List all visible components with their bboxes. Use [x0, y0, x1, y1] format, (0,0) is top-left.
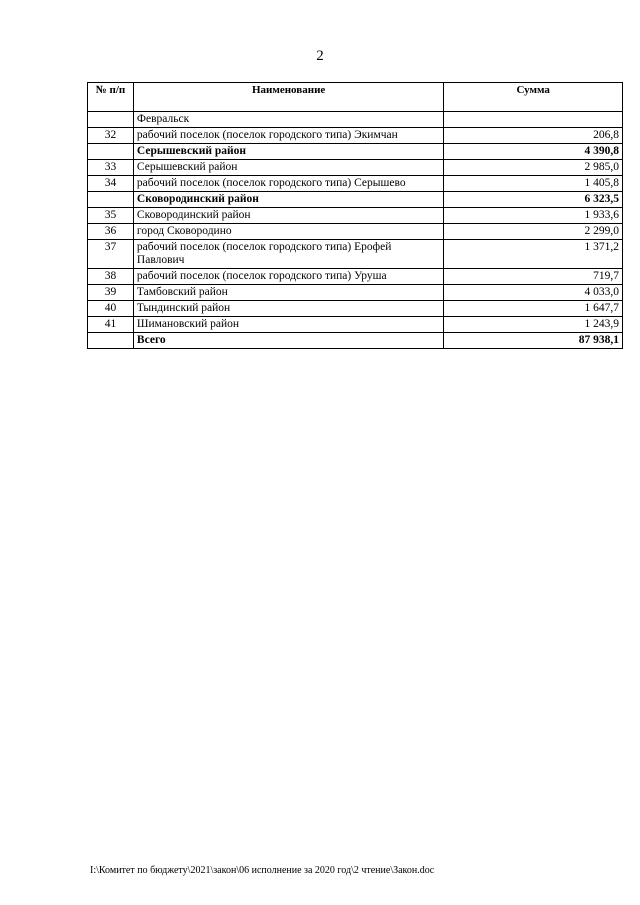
- page-number: 2: [316, 48, 324, 64]
- table-row: [88, 301, 623, 317]
- row-sum-cell: 6 323,5: [444, 192, 623, 208]
- table-row: [88, 160, 623, 176]
- row-sum-cell: 719,7: [444, 269, 623, 285]
- row-number-cell: 37: [88, 240, 134, 269]
- row-name-cell: Тамбовский район: [133, 285, 443, 301]
- row-name-cell: Всего: [133, 333, 443, 349]
- row-number-cell: 38: [88, 269, 134, 285]
- footer-file-path: I:\Комитет по бюджету\2021\закон\06 исполнение за 2020 год\2 чтение\Закон.doc: [90, 865, 435, 876]
- table-row: [88, 208, 623, 224]
- table-body: [88, 112, 623, 349]
- row-name-cell: рабочий поселок (поселок городского типа) Экимчан: [133, 128, 443, 144]
- row-number-cell: 36: [88, 224, 134, 240]
- row-sum-cell: [444, 112, 623, 128]
- row-name-cell: рабочий поселок (поселок городского типа) Серышево: [133, 176, 443, 192]
- row-number-cell: [88, 144, 134, 160]
- row-name-cell: Сковородинский район: [133, 208, 443, 224]
- table-row: [88, 112, 623, 128]
- row-name-cell: город Сковородино: [133, 224, 443, 240]
- row-number-cell: 39: [88, 285, 134, 301]
- row-number-cell: 32: [88, 128, 134, 144]
- header-sum: Сумма: [444, 83, 623, 112]
- row-number-cell: [88, 333, 134, 349]
- table-row: [88, 240, 623, 269]
- row-number-cell: [88, 112, 134, 128]
- row-name-cell: Февральск: [133, 112, 443, 128]
- header-num: № п/п: [88, 83, 134, 112]
- table-row: [88, 128, 623, 144]
- row-sum-cell: 1 647,7: [444, 301, 623, 317]
- row-sum-cell: 1 371,2: [444, 240, 623, 269]
- budget-table: [87, 82, 623, 349]
- row-number-cell: 33: [88, 160, 134, 176]
- table-header-row: [88, 83, 623, 112]
- row-sum-cell: 1 933,6: [444, 208, 623, 224]
- row-sum-cell: 87 938,1: [444, 333, 623, 349]
- row-number-cell: 34: [88, 176, 134, 192]
- row-name-cell: Серышевский район: [133, 144, 443, 160]
- row-name-cell: Сковородинский район: [133, 192, 443, 208]
- row-name-cell: Тындинский район: [133, 301, 443, 317]
- row-sum-cell: 1 405,8: [444, 176, 623, 192]
- table-row: [88, 269, 623, 285]
- table-row: [88, 317, 623, 333]
- table-row: [88, 176, 623, 192]
- row-name-cell: рабочий поселок (поселок городского типа) Ерофей Павлович: [133, 240, 443, 269]
- header-name: Наименование: [133, 83, 443, 112]
- table-row: [88, 144, 623, 160]
- row-sum-cell: 2 985,0: [444, 160, 623, 176]
- row-name-cell: Серышевский район: [133, 160, 443, 176]
- row-sum-cell: 2 299,0: [444, 224, 623, 240]
- table-row: [88, 285, 623, 301]
- row-sum-cell: 4 033,0: [444, 285, 623, 301]
- table-row: [88, 333, 623, 349]
- row-sum-cell: 4 390,8: [444, 144, 623, 160]
- row-name-cell: Шимановский район: [133, 317, 443, 333]
- row-sum-cell: 206,8: [444, 128, 623, 144]
- table-row: [88, 224, 623, 240]
- row-number-cell: 40: [88, 301, 134, 317]
- row-number-cell: 35: [88, 208, 134, 224]
- row-number-cell: 41: [88, 317, 134, 333]
- table-row: [88, 192, 623, 208]
- row-number-cell: [88, 192, 134, 208]
- row-sum-cell: 1 243,9: [444, 317, 623, 333]
- row-name-cell: рабочий поселок (поселок городского типа) Уруша: [133, 269, 443, 285]
